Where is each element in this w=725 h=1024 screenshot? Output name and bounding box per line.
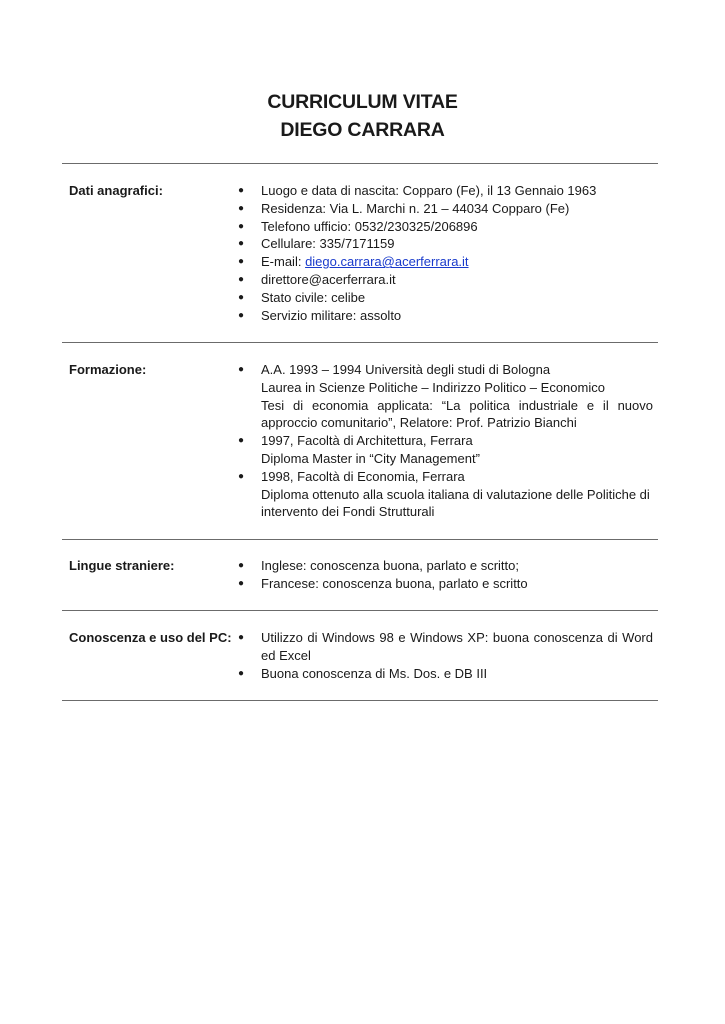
bullet-icon: ● — [238, 291, 245, 303]
entry-line: Tesi di economia applicata: “La politica industriale e il nuovo approccio comunitario”, Relatore: Prof. Patrizio Bianchi — [261, 397, 653, 431]
section-label: Lingue straniere: — [69, 558, 175, 573]
list-item — [233, 665, 653, 683]
bullet-icon: ● — [238, 238, 245, 250]
bullet-icon: ● — [238, 632, 245, 643]
list-item — [233, 289, 653, 307]
entry-head: 1997, Facoltà di Architettura, Ferrara — [261, 433, 473, 449]
bullet-icon: ● — [238, 309, 245, 321]
list-item — [233, 468, 653, 521]
bullet-icon: ● — [238, 364, 245, 375]
entry-head: A.A. 1993 – 1994 Università degli studi di Bologna — [261, 362, 551, 377]
page-title — [0, 88, 725, 144]
bullet-icon: ● — [238, 202, 245, 214]
list-item — [233, 361, 653, 432]
bullet-list — [233, 361, 653, 521]
bullet-list — [233, 629, 653, 682]
section-label: Conoscenza e uso del PC: — [69, 630, 232, 645]
email-prefix: E-mail: — [261, 254, 306, 270]
bullet-list — [233, 182, 653, 324]
item-text: Servizio militare: assolto — [261, 307, 402, 323]
list-item — [233, 575, 653, 593]
item-text: Utilizzo di Windows 98 e Windows XP: buona conoscenza di Word ed Excel — [261, 630, 653, 663]
list-item — [233, 200, 653, 218]
list-item — [233, 557, 653, 575]
item-text: Inglese: conoscenza buona, parlato e scritto; — [261, 558, 519, 573]
list-item — [233, 218, 653, 236]
list-item — [233, 271, 653, 289]
list-item — [233, 307, 653, 325]
item-text: Cellulare: 335/7171159 — [261, 236, 395, 252]
bullet-icon: ● — [238, 273, 245, 285]
divider — [62, 163, 658, 164]
bullet-list — [233, 557, 653, 593]
bullet-icon: ● — [238, 435, 245, 447]
divider — [62, 539, 658, 540]
bullet-icon: ● — [238, 560, 245, 571]
item-text: Francese: conoscenza buona, parlato e scritto — [261, 575, 528, 591]
title-line-cv: CURRICULUM VITAE — [267, 91, 458, 113]
divider — [62, 610, 658, 611]
bullet-icon: ● — [238, 220, 245, 232]
item-text: Residenza: Via L. Marchi n. 21 – 44034 Copparo (Fe) — [261, 200, 570, 216]
bullet-icon: ● — [238, 256, 245, 268]
section-label: Dati anagrafici: — [69, 183, 163, 198]
email-link[interactable]: diego.carrara@acerferrara.it — [305, 254, 469, 270]
bullet-icon: ● — [238, 577, 245, 589]
list-item — [233, 629, 653, 665]
item-text: Luogo e data di nascita: Copparo (Fe), il 13 Gennaio 1963 — [261, 183, 597, 198]
section-label: Formazione: — [69, 362, 147, 377]
list-item — [233, 253, 653, 271]
divider — [62, 700, 658, 701]
entry-head: 1998, Facoltà di Economia, Ferrara — [261, 468, 465, 484]
divider — [62, 342, 658, 343]
entry-line: Laurea in Scienze Politiche – Indirizzo Politico – Economico — [261, 379, 605, 395]
item-text: direttore@acerferrara.it — [261, 271, 396, 287]
item-text: Stato civile: celibe — [261, 289, 366, 305]
title-line-name: DIEGO CARRARA — [280, 119, 445, 141]
list-item — [233, 432, 653, 468]
bullet-icon: ● — [238, 667, 245, 679]
item-text: Telefono ufficio: 0532/230325/206896 — [261, 218, 478, 234]
item-text: Buona conoscenza di Ms. Dos. e DB III — [261, 665, 488, 681]
bullet-icon: ● — [238, 470, 245, 482]
bullet-icon: ● — [238, 185, 245, 196]
list-item — [233, 235, 653, 253]
list-item — [233, 182, 653, 200]
entry-line: Diploma Master in “City Management” — [261, 450, 480, 466]
entry-line: Diploma ottenuto alla scuola italiana di valutazione delle Politiche di intervento dei Fondi Strutturali — [261, 486, 650, 520]
